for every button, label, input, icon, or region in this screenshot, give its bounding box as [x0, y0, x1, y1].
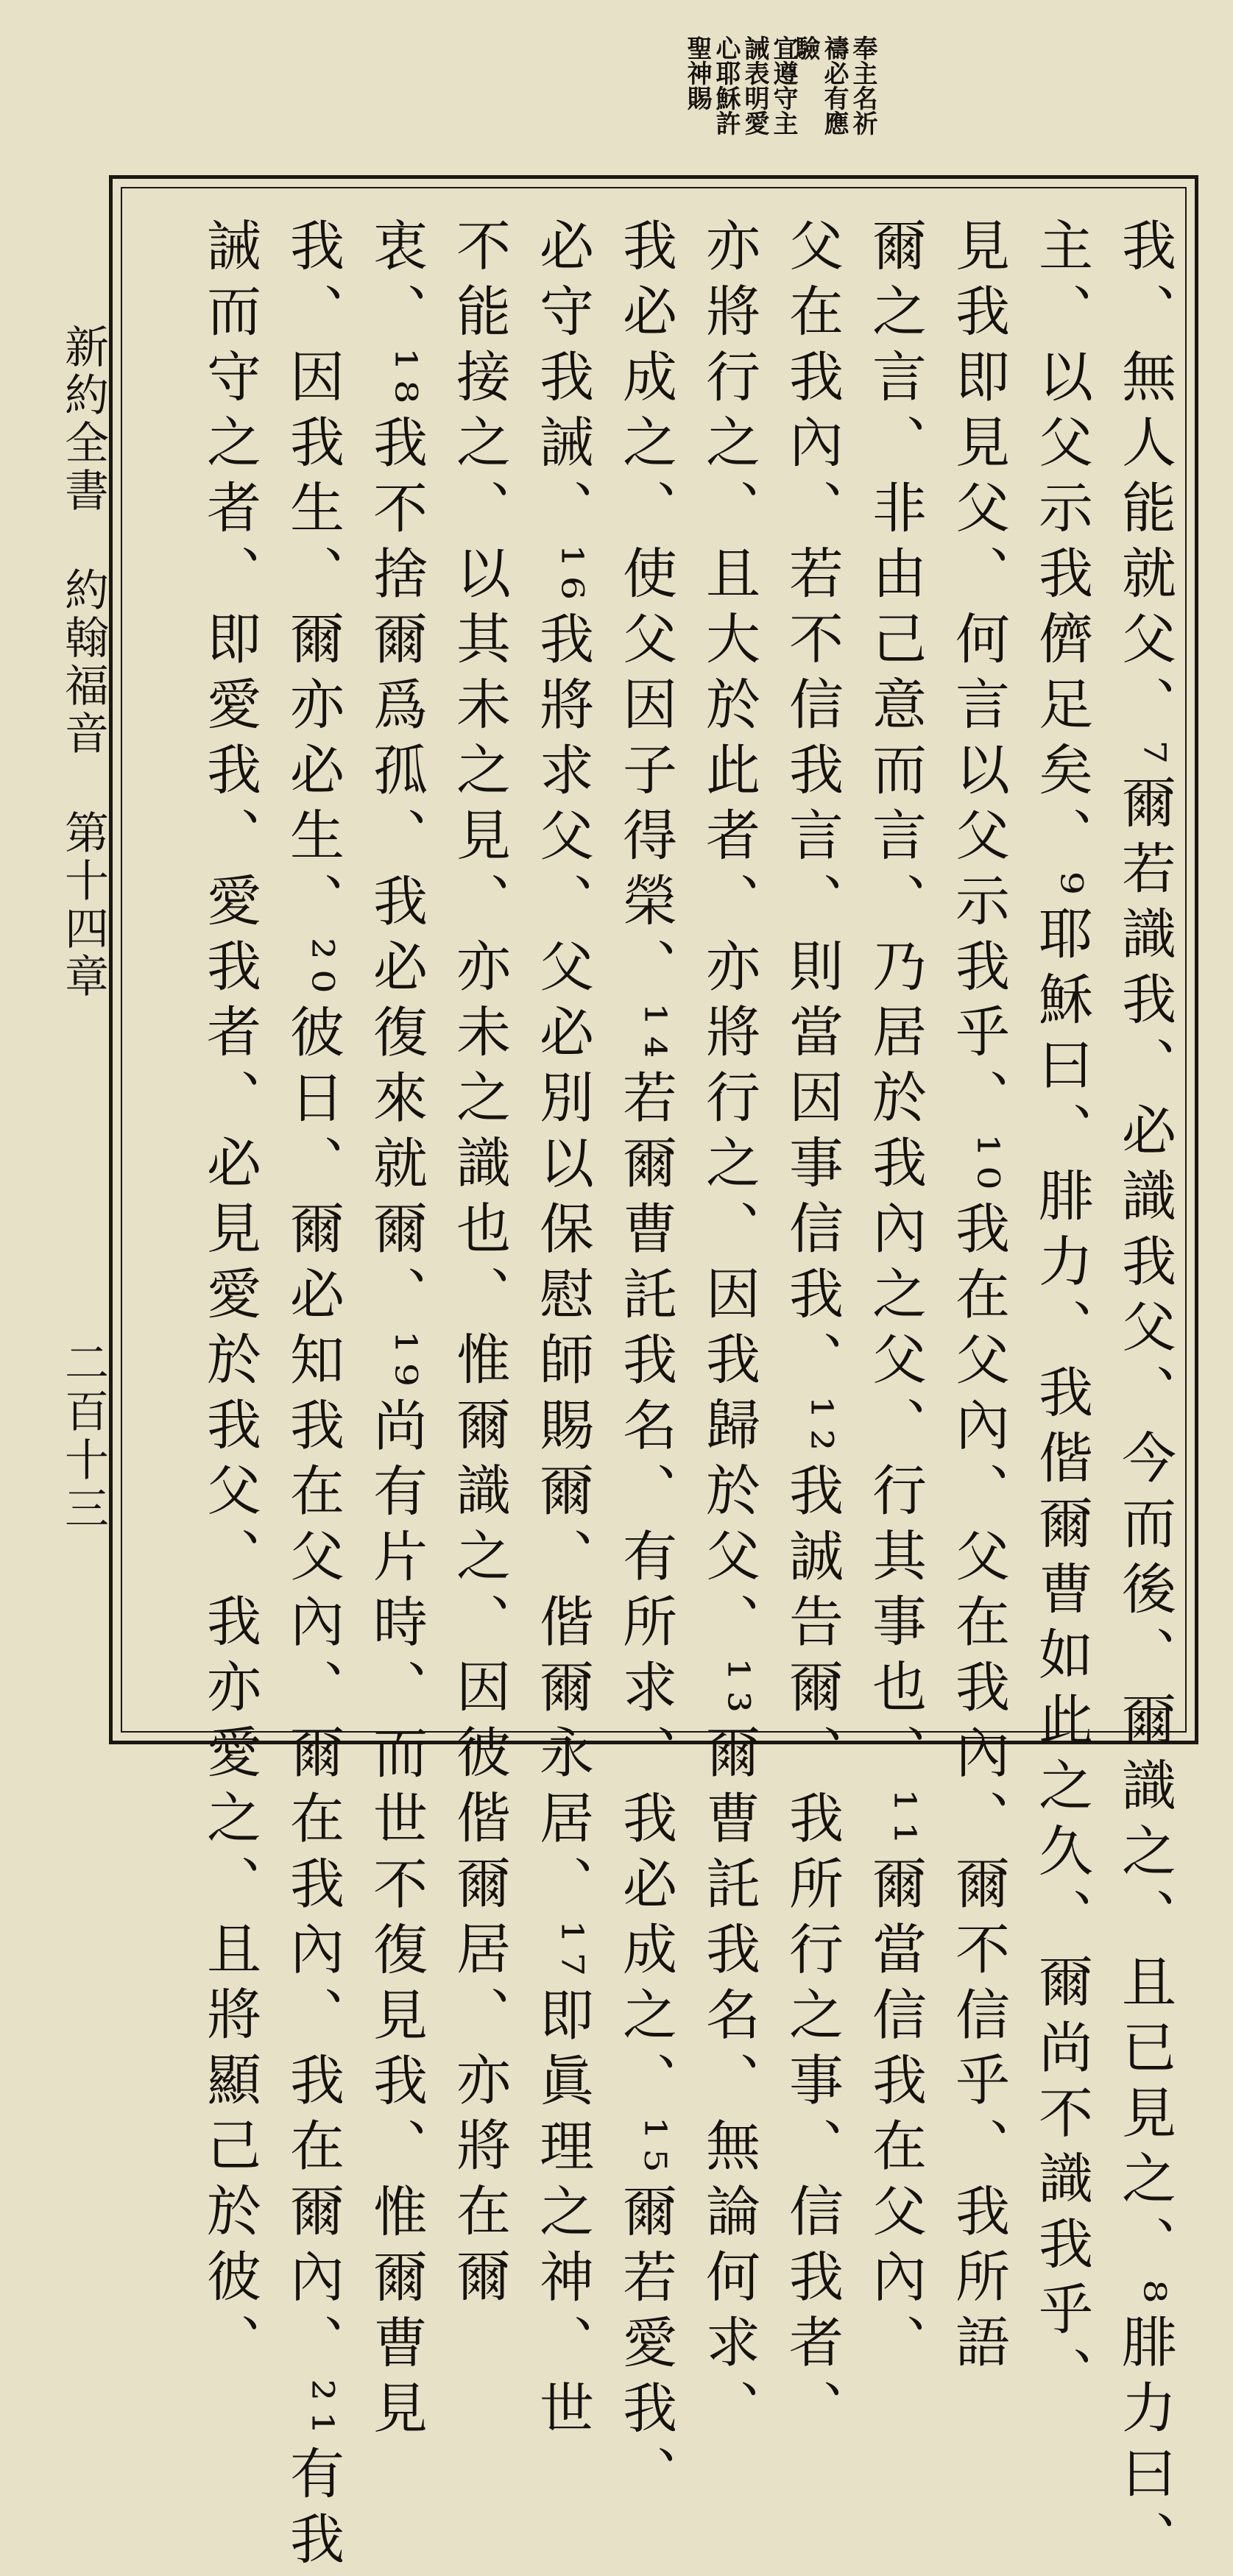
- text-column: 必守我誡、¹⁶我將求父、父必別以保慰師賜爾、偕爾永居、¹⁷即眞理之神、世: [531, 217, 594, 2445]
- headnote-line: 聖神賜: [682, 35, 712, 110]
- text-column: 爾之言、非由己意而言、乃居於我內之父、行其事也、¹¹爾當信我在父內、: [863, 217, 927, 2379]
- running-title: [52, 324, 115, 1001]
- headnote-keep-commandments: [409, 35, 796, 135]
- scripture-text: [151, 217, 1181, 2576]
- text-column: 衷、¹⁸我不捨爾爲孤、我必復來就爾、¹⁹尚有片時、而世不復見我、惟爾曹見: [364, 217, 428, 2445]
- chapter-title: 第十四章: [57, 810, 109, 1001]
- headnote-father-son-one: [1078, 35, 1233, 135]
- text-column: 我必成之、使父因子得榮、¹⁴若爾曹託我名、有所求、我必成之、¹⁵爾若愛我、: [614, 217, 677, 2510]
- headnote-line: 誡表明愛: [740, 35, 769, 135]
- text-column: 不能接之、以其未之見、亦未之識也、惟爾識之、因彼偕爾居、亦將在爾: [448, 217, 511, 2313]
- headnote-line: 禱必有應: [819, 35, 849, 135]
- text-column: 亦將行之、且大於此者、亦將行之、因我歸於父、¹³爾曹託我名、無論何求、: [697, 217, 760, 2445]
- gospel-title: 約翰福音: [57, 567, 109, 758]
- text-column: 我、因我生、爾亦必生、²⁰彼日、爾必知我在父內、爾在我內、我在爾內、²¹有我: [281, 217, 345, 2576]
- page-number: 二百十三: [57, 1340, 109, 1534]
- text-column: 見我即見父、何言以父示我乎、¹⁰我在父內、父在我內、爾不信乎、我所語: [947, 217, 1010, 2379]
- headnote-line: 心耶穌許: [711, 35, 741, 135]
- headnote-line: 驗: [791, 35, 820, 60]
- text-column: 我、無人能就父、⁷爾若識我、必識我父、今而後、爾識之、且已見之、⁸腓力曰、: [1113, 217, 1176, 2576]
- text-column: 誡而守之者、即愛我、愛我者、必見愛於我父、我亦愛之、且將顯己於彼、: [198, 217, 261, 2379]
- text-column: 父在我內、若不信我言、則當因事信我、¹²我誠告爾、我所行之事、信我者、: [780, 217, 844, 2445]
- text-column: 主、以父示我儕足矣、⁹耶穌曰、腓力、我偕爾曹如此之久、爾尚不識我乎、: [1030, 217, 1093, 2412]
- headnote-line: 奉主名祈: [848, 35, 877, 135]
- headnote-line: 宜遵守主: [769, 35, 798, 135]
- book-title: 新約全書: [57, 324, 109, 515]
